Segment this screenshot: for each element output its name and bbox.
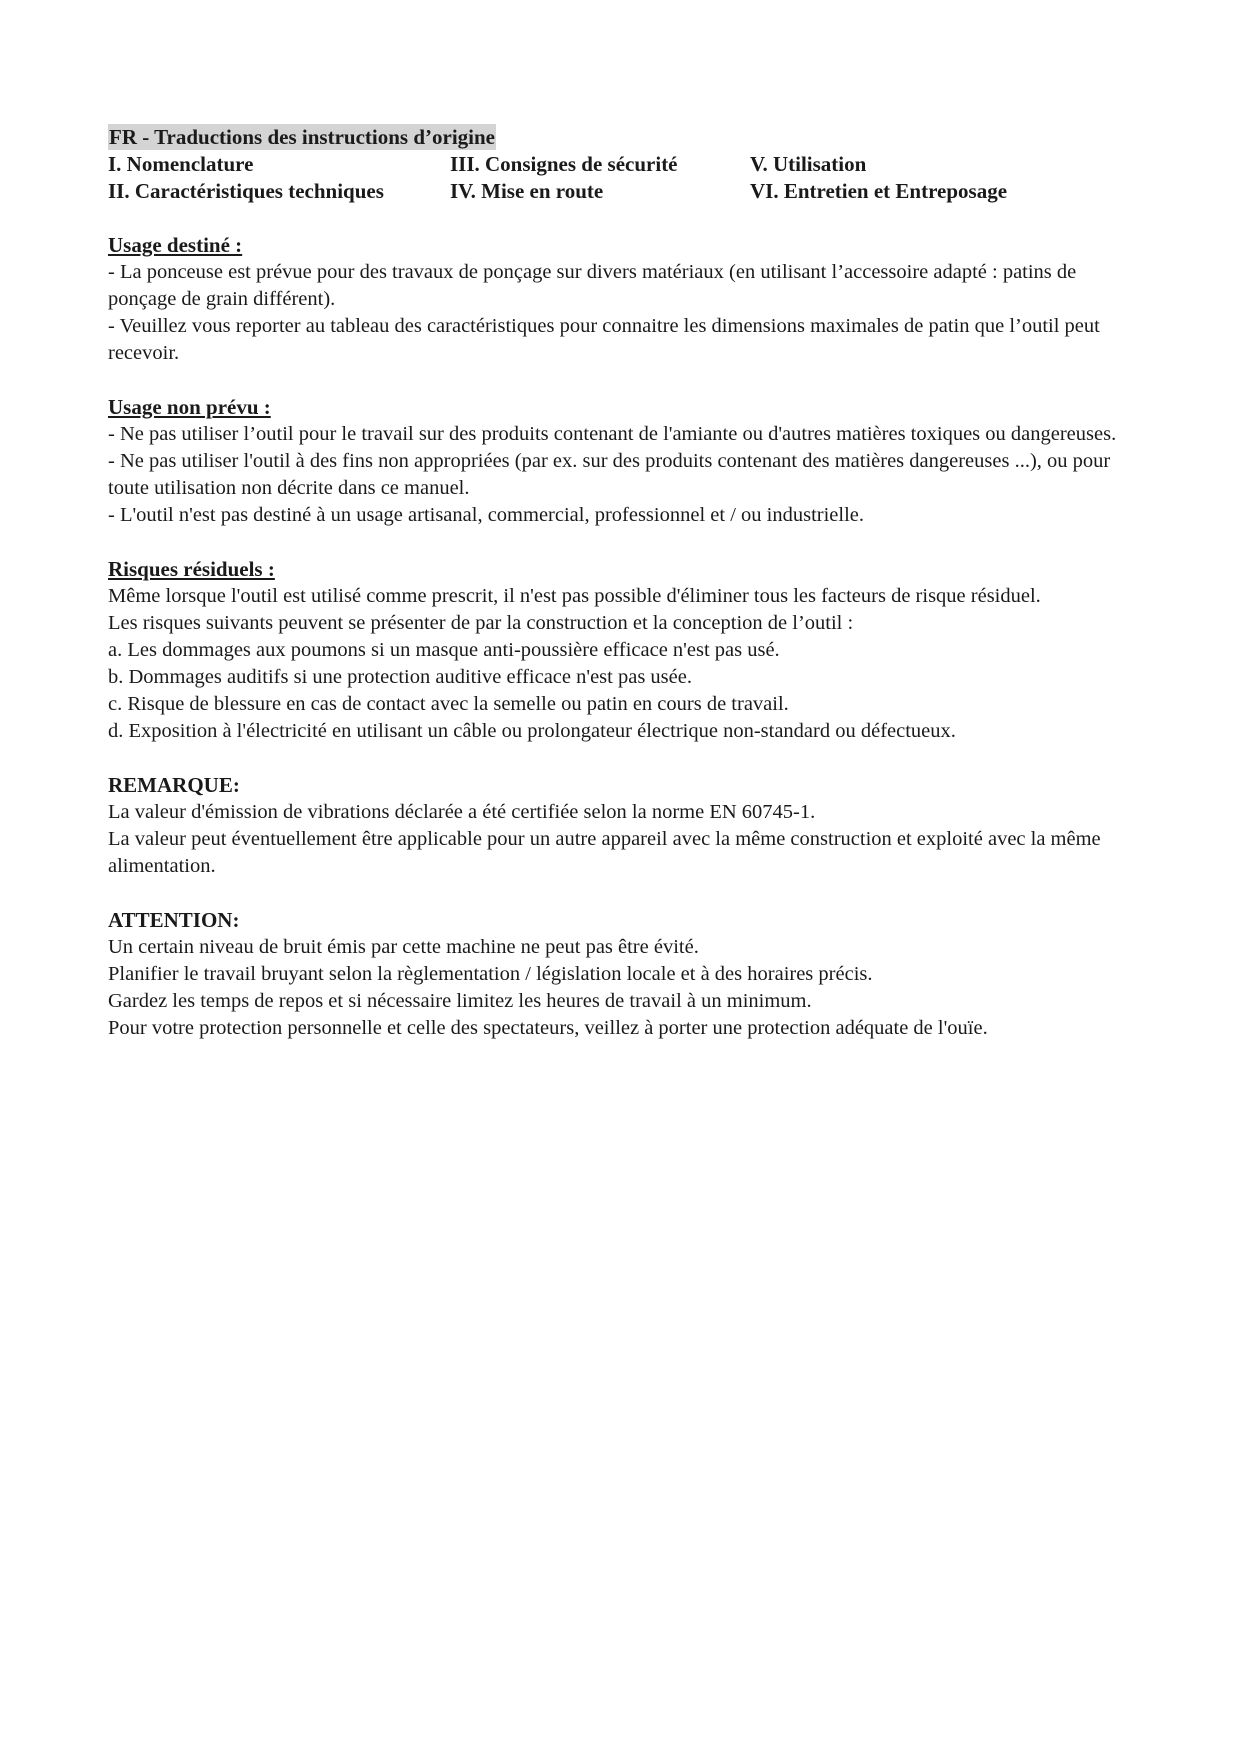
section-heading: Risques résiduels :	[108, 557, 275, 581]
paragraph: - L'outil n'est pas destiné à un usage artisanal, commercial, professionnel et / ou industrielle.	[108, 504, 864, 526]
toc-item-nomenclature: I. Nomenclature	[108, 152, 254, 176]
paragraph: - Ne pas utiliser l'outil à des fins non appropriées (par ex. sur des produits contenant des matières dangereuses ...), ou pour toute utilisation non décrite dans ce manuel.	[108, 450, 1111, 499]
paragraph: La valeur d'émission de vibrations déclarée a été certifiée selon la norme EN 60745-1.	[108, 801, 816, 823]
document-title: FR - Traductions des instructions d’origine	[109, 125, 495, 149]
paragraph: Les risques suivants peuvent se présenter de par la construction et la conception de l’outil :	[108, 612, 854, 634]
list-item: a. Les dommages aux poumons si un masque anti-poussière efficace n'est pas usé.	[108, 639, 780, 661]
document-page	[108, 124, 1138, 1042]
paragraph: Planifier le travail bruyant selon la règlementation / législation locale et à des horaires précis.	[108, 963, 873, 985]
toc-item-mise-en-route: IV. Mise en route	[450, 179, 604, 203]
section-usage-non-prevu	[108, 394, 1138, 529]
section-usage-destine	[108, 232, 1138, 367]
toc-item-consignes-securite: III. Consignes de sécurité	[450, 152, 678, 176]
section-remarque	[108, 772, 1138, 880]
paragraph: - Veuillez vous reporter au tableau des caractéristiques pour connaitre les dimensions maximales de patin que l’outil peut recevoir.	[108, 315, 1100, 364]
table-of-contents	[108, 151, 1138, 205]
section-attention	[108, 907, 1138, 1042]
section-heading: Usage destiné :	[108, 233, 243, 257]
paragraph: Pour votre protection personnelle et celle des spectateurs, veillez à porter une protection adéquate de l'ouïe.	[108, 1017, 988, 1039]
section-heading: ATTENTION:	[108, 908, 240, 932]
toc-item-caracteristiques: II. Caractéristiques techniques	[108, 179, 384, 203]
toc-item-utilisation: V. Utilisation	[750, 152, 867, 176]
list-item: b. Dommages auditifs si une protection auditive efficace n'est pas usée.	[108, 666, 692, 688]
list-item: d. Exposition à l'électricité en utilisant un câble ou prolongateur électrique non-standard ou défectueux.	[108, 720, 956, 742]
section-risques-residuels	[108, 556, 1138, 745]
paragraph: - Ne pas utiliser l’outil pour le travail sur des produits contenant de l'amiante ou d'autres matières toxiques ou dangereuses.	[108, 423, 1117, 445]
paragraph: Même lorsque l'outil est utilisé comme prescrit, il n'est pas possible d'éliminer tous les facteurs de risque résiduel.	[108, 585, 1041, 607]
section-heading: REMARQUE:	[108, 773, 240, 797]
paragraph: - La ponceuse est prévue pour des travaux de ponçage sur divers matériaux (en utilisant l’accessoire adapté : patins de ponçage de grain différent).	[108, 261, 1077, 310]
list-item: c. Risque de blessure en cas de contact avec la semelle ou patin en cours de travail.	[108, 693, 789, 715]
paragraph: La valeur peut éventuellement être applicable pour un autre appareil avec la même construction et exploité avec la même alimentation.	[108, 828, 1101, 877]
paragraph: Gardez les temps de repos et si nécessaire limitez les heures de travail à un minimum.	[108, 990, 812, 1012]
section-heading: Usage non prévu :	[108, 395, 271, 419]
toc-item-entretien: VI. Entretien et Entreposage	[750, 179, 1008, 203]
paragraph: Un certain niveau de bruit émis par cette machine ne peut pas être évité.	[108, 936, 699, 958]
